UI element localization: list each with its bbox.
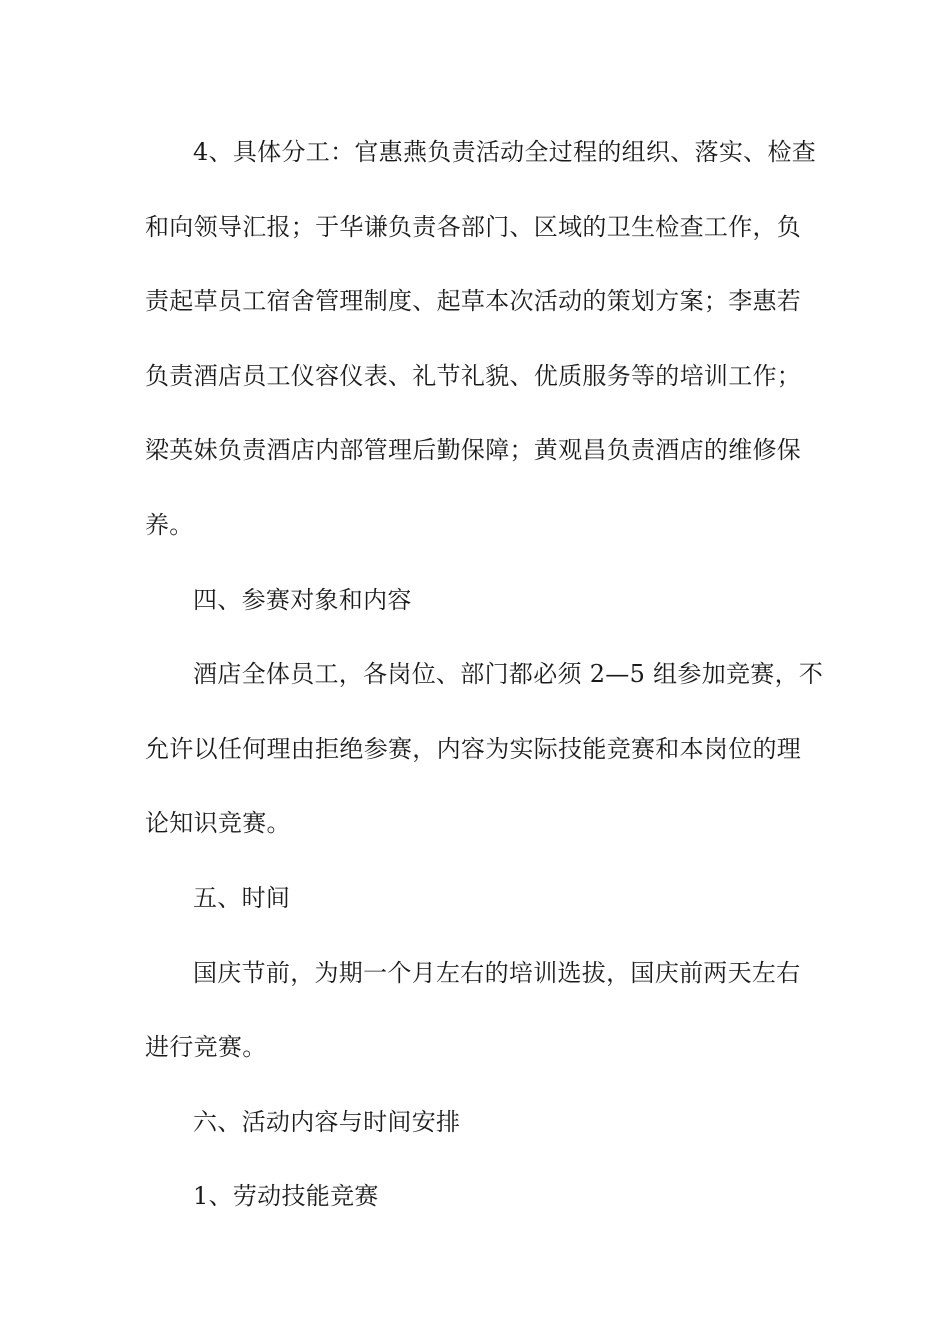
- paragraph-division-of-labor-line-5: 梁英妹负责酒店内部管理后勤保障；黄观昌负责酒店的维修保: [145, 436, 802, 464]
- paragraph-division-of-labor-line-2: 和向领导汇报；于华谦负责各部门、区域的卫生检查工作，负: [145, 213, 802, 241]
- paragraph-participants-line-1: 酒店全体员工，各岗位、部门都必须 2—5 组参加竞赛，不: [193, 660, 824, 688]
- paragraph-division-of-labor-line-6: 养。: [145, 511, 194, 539]
- section-heading-activity-schedule: 六、活动内容与时间安排: [193, 1108, 461, 1136]
- paragraph-time-line-2: 进行竞赛。: [145, 1033, 267, 1061]
- section-heading-participants: 四、参赛对象和内容: [193, 586, 412, 614]
- paragraph-division-of-labor-line-3: 责起草员工宿舍管理制度、起草本次活动的策划方案；李惠若: [145, 287, 802, 315]
- paragraph-division-of-labor-line-4: 负责酒店员工仪容仪表、礼节礼貌、优质服务等的培训工作；: [145, 362, 802, 390]
- section-heading-time: 五、时间: [193, 884, 291, 912]
- paragraph-participants-line-3: 论知识竞赛。: [145, 809, 291, 837]
- paragraph-time-line-1: 国庆节前，为期一个月左右的培训选拔，国庆前两天左右: [193, 959, 801, 987]
- subheading-labor-skills-contest: 1、劳动技能竞赛: [193, 1182, 379, 1210]
- paragraph-division-of-labor-line-1: 4、具体分工：官惠燕负责活动全过程的组织、落实、检查: [193, 138, 817, 166]
- paragraph-participants-line-2: 允许以任何理由拒绝参赛，内容为实际技能竞赛和本岗位的理: [145, 735, 802, 763]
